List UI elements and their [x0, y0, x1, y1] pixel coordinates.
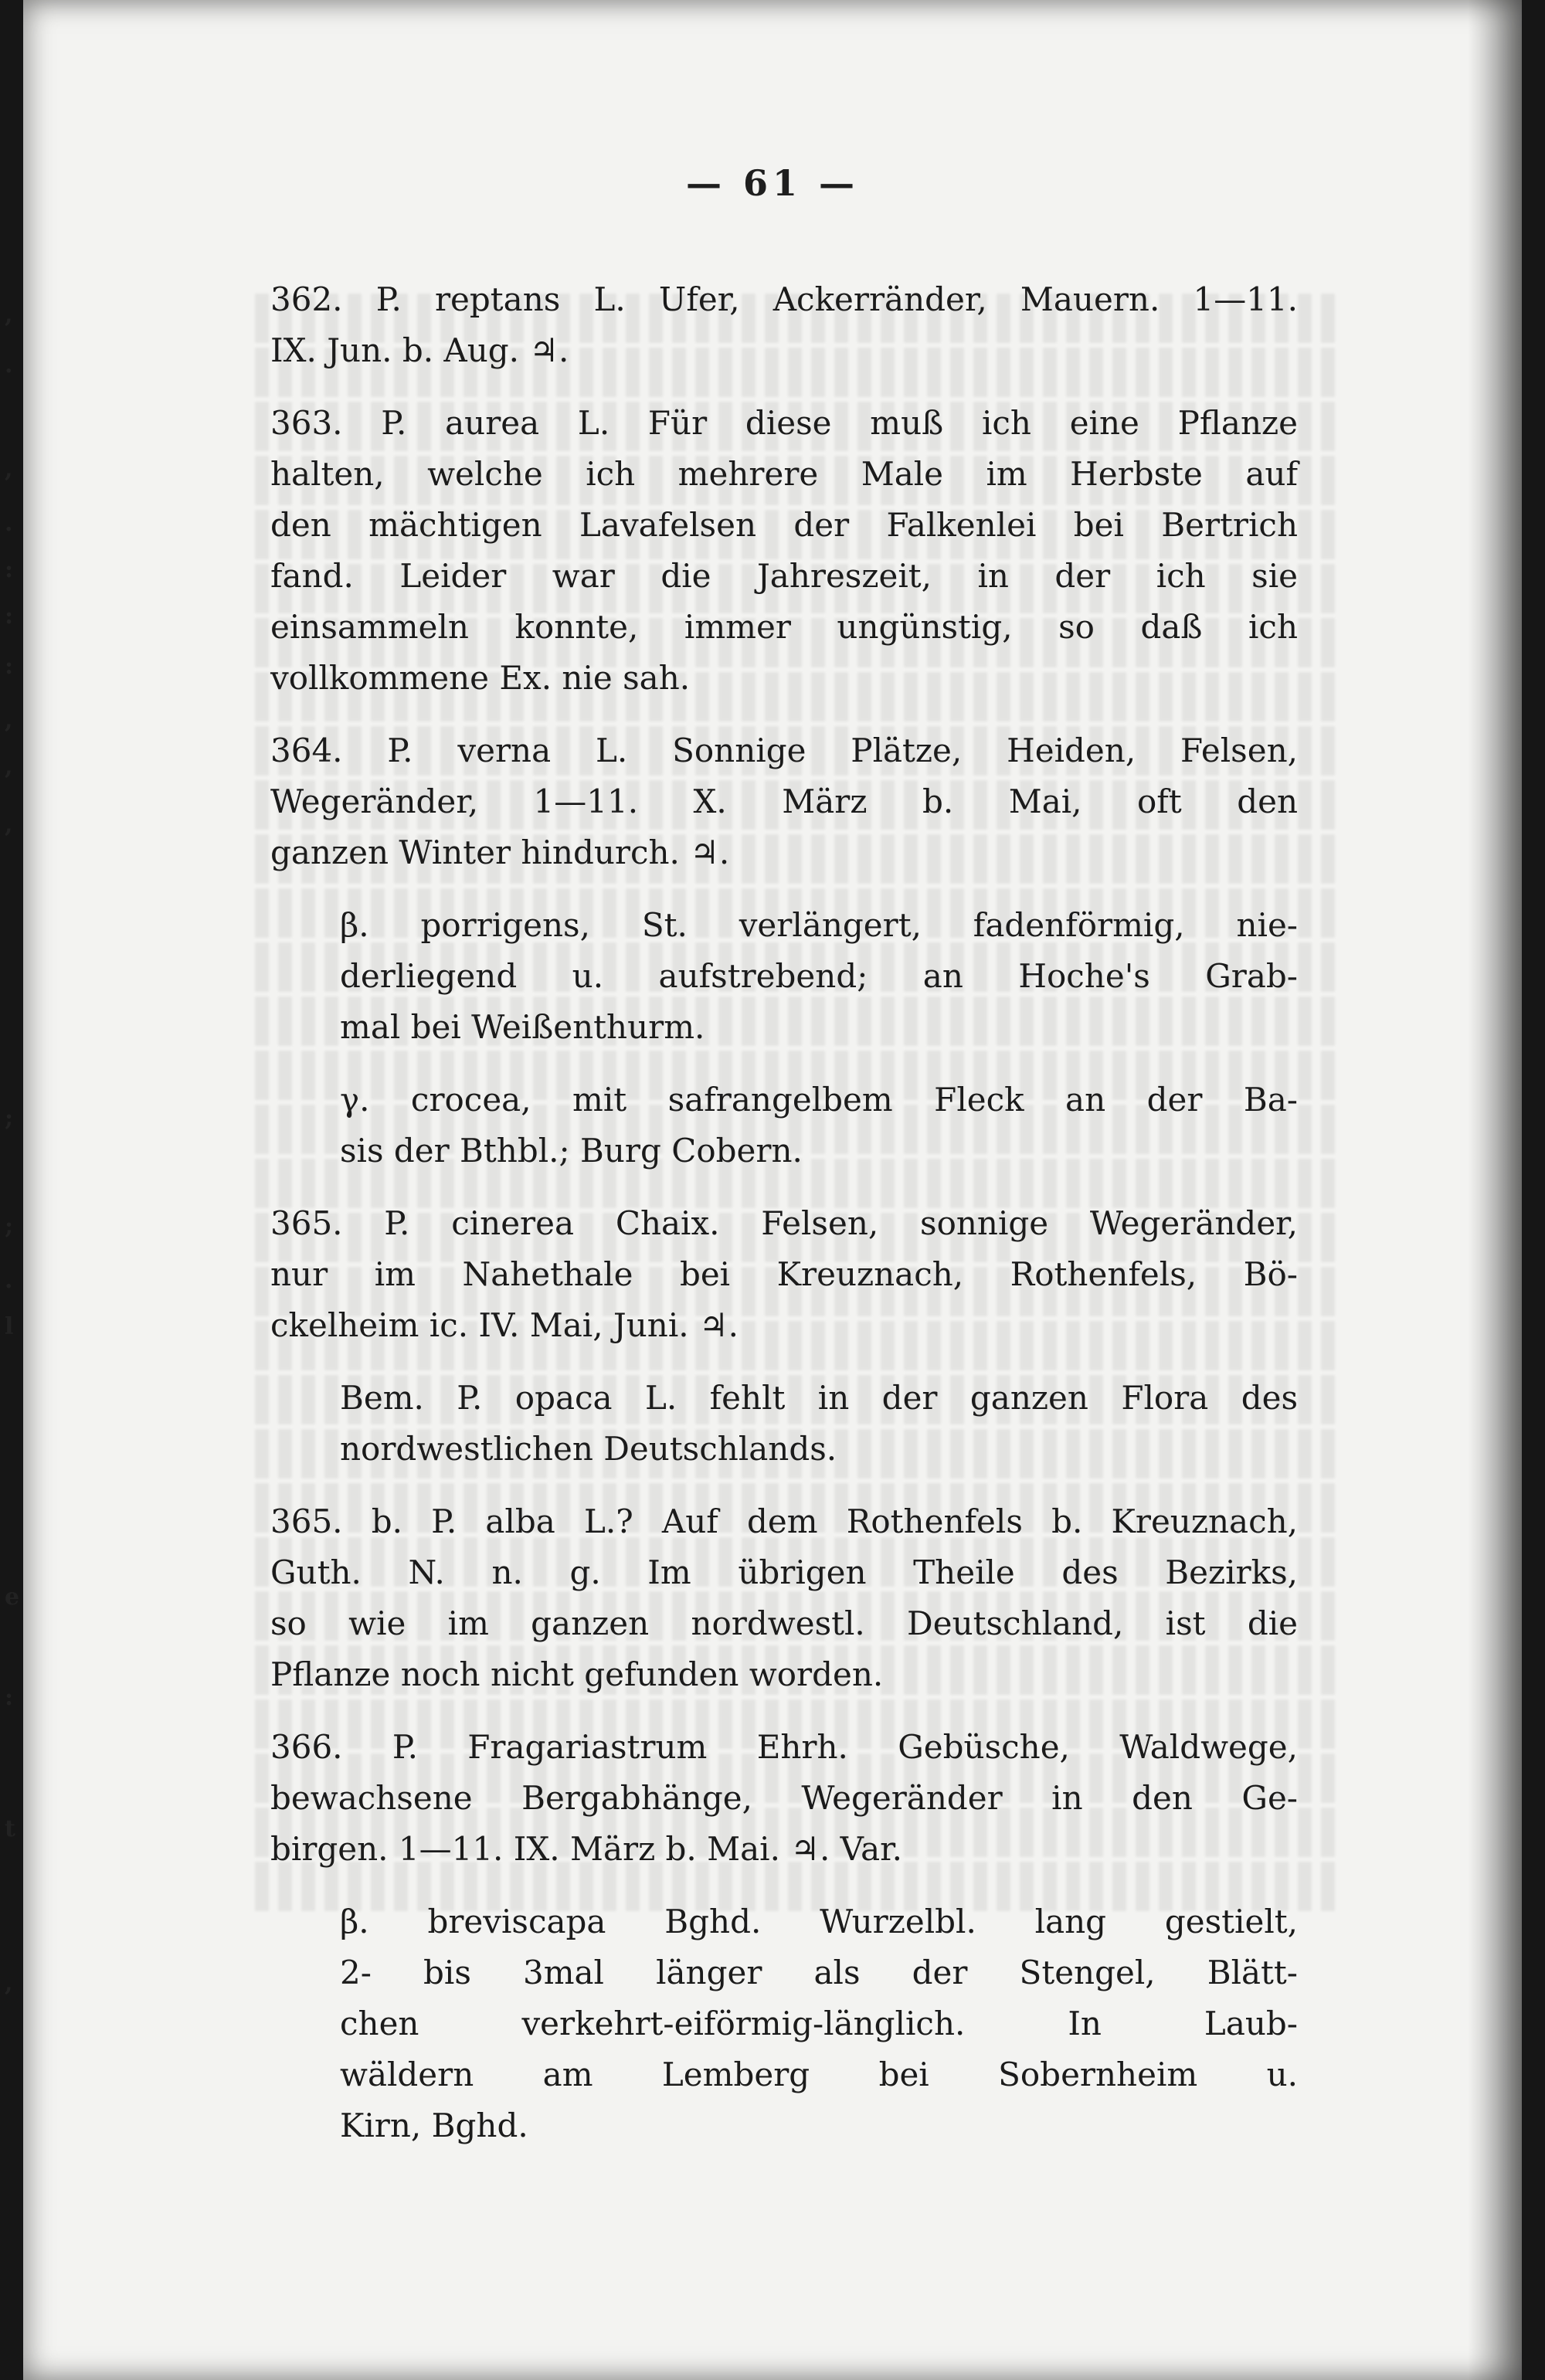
text-line: Pflanze noch nicht gefunden worden.	[270, 1655, 884, 1693]
page-body	[270, 274, 1298, 2173]
left-margin-marks: , . , . : : : , , , ; ; . l e : t ,	[5, 301, 20, 1997]
species-entry	[270, 274, 1298, 376]
text-line: birgen. 1—11. IX. März b. Mai. ♃. Var.	[270, 1830, 902, 1868]
text-line: Guth. N. n. g. Im übrigen Theile des Bezirks,	[270, 1553, 1298, 1591]
text-line: sis der Bthbl.; Burg Cobern.	[340, 1132, 803, 1170]
species-entry	[270, 1198, 1298, 1351]
text-line: wäldern am Lemberg bei Sobernheim u.	[340, 2056, 1298, 2093]
text-line: 2- bis 3mal länger als der Stengel, Blätt-	[340, 1954, 1298, 1991]
text-line: β. breviscapa Bghd. Wurzelbl. lang gestielt,	[340, 1903, 1298, 1940]
species-entry	[270, 1496, 1298, 1700]
text-line: chen verkehrt-eiförmig-länglich. In Laub-	[340, 2005, 1298, 2042]
page-number: — 61 —	[685, 162, 860, 204]
text-line: ckelheim ic. IV. Mai, Juni. ♃.	[270, 1306, 739, 1344]
species-entry	[270, 398, 1298, 704]
text-line: ganzen Winter hindurch. ♃.	[270, 834, 730, 871]
text-line: so wie im ganzen nordwestl. Deutschland, ist die	[270, 1604, 1298, 1642]
text-line: 365. P. cinerea Chaix. Felsen, sonnige Wegeränder,	[270, 1204, 1298, 1242]
variety-paragraph	[270, 1075, 1298, 1176]
page-spine-shadow	[1468, 0, 1522, 2380]
text-line: fand. Leider war die Jahreszeit, in der ich sie	[270, 557, 1298, 595]
text-line: 366. P. Fragariastrum Ehrh. Gebüsche, Waldwege,	[270, 1728, 1298, 1766]
species-entry	[270, 725, 1298, 878]
text-line: 364. P. verna L. Sonnige Plätze, Heiden, Felsen,	[270, 732, 1298, 769]
species-entry	[270, 1722, 1298, 1875]
text-line: einsammeln konnte, immer ungünstig, so daß ich	[270, 608, 1298, 646]
text-line: derliegend u. aufstrebend; an Hoche's Grab-	[340, 957, 1298, 995]
text-line: Wegeränder, 1—11. X. März b. Mai, oft den	[270, 783, 1298, 820]
variety-paragraph	[270, 1896, 1298, 2151]
text-line: Kirn, Bghd.	[340, 2107, 528, 2144]
text-line: β. porrigens, St. verlängert, fadenförmig, nie-	[340, 906, 1298, 944]
text-line: den mächtigen Lavafelsen der Falkenlei bei Bertrich	[270, 506, 1298, 544]
variety-paragraph	[270, 1373, 1298, 1475]
variety-paragraph	[270, 900, 1298, 1053]
text-line: mal bei Weißenthurm.	[340, 1008, 705, 1046]
text-line: nordwestlichen Deutschlands.	[340, 1430, 837, 1468]
text-line: γ. crocea, mit safrangelbem Fleck an der Ba-	[340, 1081, 1298, 1119]
text-line: halten, welche ich mehrere Male im Herbste auf	[270, 455, 1298, 493]
text-line: 365. b. P. alba L.? Auf dem Rothenfels b. Kreuznach,	[270, 1502, 1298, 1540]
text-line: IX. Jun. b. Aug. ♃.	[270, 331, 569, 369]
text-line: Bem. P. opaca L. fehlt in der ganzen Flora des	[340, 1379, 1298, 1417]
text-line: vollkommene Ex. nie sah.	[270, 659, 691, 697]
text-line: nur im Nahethale bei Kreuznach, Rothenfels, Bö-	[270, 1255, 1298, 1293]
text-line: 362. P. reptans L. Ufer, Ackerränder, Mauern. 1—11.	[270, 280, 1298, 318]
text-line: 363. P. aurea L. Für diese muß ich eine Pflanze	[270, 404, 1298, 442]
text-line: bewachsene Bergabhänge, Wegeränder in den Ge-	[270, 1779, 1298, 1817]
book-page	[23, 0, 1522, 2380]
